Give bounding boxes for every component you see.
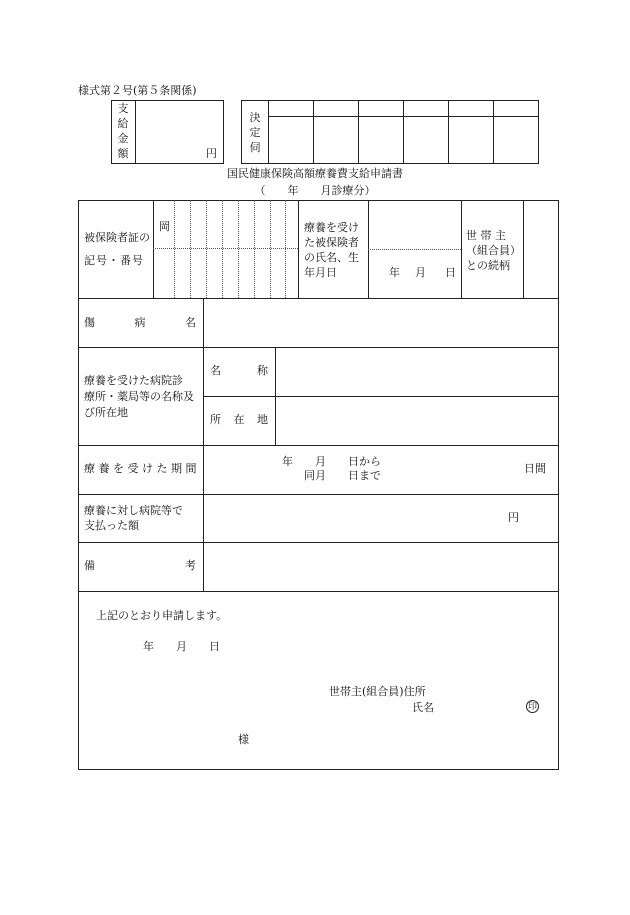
digit-box-divider <box>270 200 271 298</box>
insured-number-label: 記号・番号 <box>84 254 144 267</box>
digit-box-divider <box>238 200 239 298</box>
digit-box-divider <box>254 200 255 298</box>
row-divider <box>78 542 559 543</box>
payment-box-divider <box>135 100 136 164</box>
payment-unit: 円 <box>206 147 217 160</box>
decision-box-divider <box>493 100 494 164</box>
disease-name-label: 傷 病 名 <box>84 316 196 329</box>
decision-box-divider <box>313 100 314 164</box>
digit-box-divider <box>222 200 223 298</box>
amount-paid-unit: 円 <box>508 511 519 524</box>
form-title: 国民健康保険高額療養費支給申請書 <box>227 167 403 180</box>
remarks-label: 備 考 <box>84 559 196 572</box>
insured-number-label: 被保険者証の <box>84 231 150 244</box>
digit-box-divider <box>206 200 207 298</box>
amount-paid-label: 療養に対し病院等で 支払った額 <box>84 504 183 532</box>
decision-box-divider <box>358 100 359 164</box>
birth-month-label: 月 <box>415 266 426 279</box>
birth-year-label: 年 <box>389 266 400 279</box>
payment-label-char: 金 <box>117 132 129 145</box>
row-divider <box>78 494 559 495</box>
payment-label-char: 額 <box>117 147 129 160</box>
treatment-period-label: 療 養 を 受 け た 期 間 <box>84 462 197 475</box>
period-to: 同月 日まで <box>304 469 381 482</box>
column-divider <box>523 200 524 298</box>
householder-address-label: 世帯主(組合員)住所 <box>329 685 426 698</box>
column-divider <box>298 200 299 298</box>
decision-stamp-box <box>241 100 539 164</box>
form-subtitle: （ 年 月診療分） <box>254 184 376 197</box>
addressee-suffix: 様 <box>238 733 249 746</box>
decision-label-char: 決 <box>249 111 261 124</box>
decision-box-divider <box>268 100 269 164</box>
digit-box-divider <box>285 200 286 298</box>
label-column-divider <box>203 298 204 591</box>
row-divider <box>78 347 559 348</box>
decision-box-divider <box>448 100 449 164</box>
payment-label-char: 給 <box>117 117 129 130</box>
patient-name-dotted-line <box>368 249 461 250</box>
form-number: 様式第２号(第５条関係) <box>78 84 197 97</box>
hospital-address-label: 所 在 地 <box>210 413 268 426</box>
payment-label-char: 支 <box>117 102 129 115</box>
birth-day-label: 日 <box>445 266 456 279</box>
column-divider <box>153 200 154 298</box>
application-date: 年 月 日 <box>143 640 220 653</box>
row-divider <box>203 396 559 397</box>
digit-box-divider <box>190 200 191 298</box>
decision-label-char: 定 <box>249 126 261 139</box>
decision-label-char: 伺 <box>249 141 261 154</box>
hospital-label: 療養を受けた病院診 療所・薬局等の名称及 び所在地 <box>84 374 194 419</box>
row-divider <box>78 591 559 592</box>
householder-name-label: 氏名 <box>412 701 434 714</box>
column-divider <box>461 200 462 298</box>
hospital-name-label: 名 称 <box>210 364 268 377</box>
patient-name-label: 療養を受け た被保険者 の氏名、生 年月日 <box>304 221 359 279</box>
digit-box-divider <box>174 200 175 298</box>
decision-box-divider <box>403 100 404 164</box>
row-divider <box>78 445 559 446</box>
period-days: 日間 <box>524 462 546 475</box>
period-from: 年 月 日から <box>282 455 381 468</box>
seal-mark-icon: 印 <box>527 702 537 712</box>
row-divider <box>78 298 559 299</box>
sub-column-divider <box>275 347 276 445</box>
relation-label: 世 帯 主 （組合員） との続柄 <box>466 229 521 272</box>
insured-number-prefix: 岡 <box>159 220 170 233</box>
application-statement: 上記のとおり申請します。 <box>96 609 228 622</box>
application-table <box>78 200 559 770</box>
